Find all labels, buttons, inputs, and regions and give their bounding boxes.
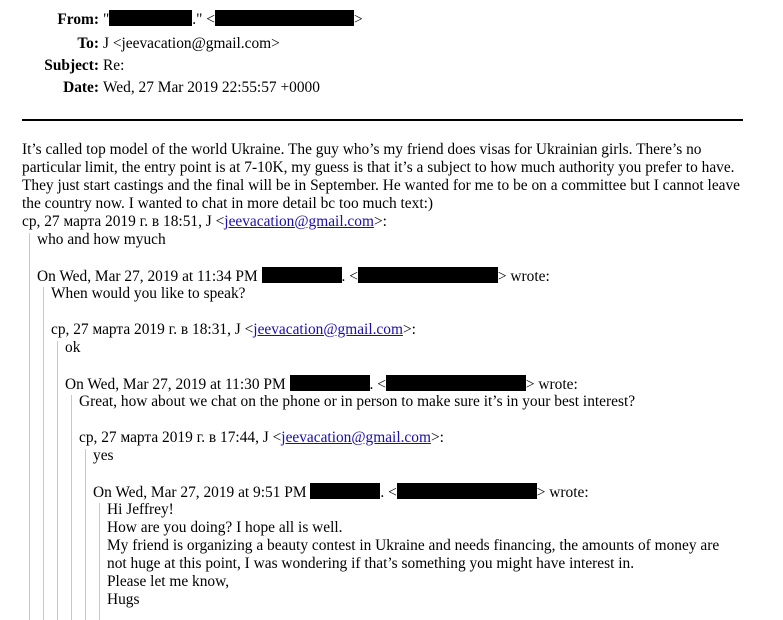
redacted-sender-email bbox=[215, 10, 354, 26]
quote-bar-4 bbox=[71, 395, 72, 620]
quote-5-attrib-suffix: >: bbox=[430, 429, 444, 446]
from-quote-close: ." < bbox=[192, 11, 215, 28]
to-value: J <jeevacation@gmail.com> bbox=[103, 35, 280, 52]
quote-4-attrib-suffix: > wrote: bbox=[525, 376, 578, 393]
quote-3-attrib-suffix: >: bbox=[402, 321, 416, 338]
date-label: Date: bbox=[63, 79, 99, 96]
quote-3-attribution bbox=[51, 321, 416, 339]
quote-5-attrib-prefix: ср, 27 марта 2019 г. в 17:44, J < bbox=[79, 429, 282, 446]
quote-3-text: ok bbox=[65, 339, 81, 356]
quote-6-line: Please let me know, bbox=[107, 573, 230, 590]
subject-label: Subject: bbox=[44, 57, 99, 74]
quote-2-text: When would you like to speak? bbox=[51, 285, 246, 302]
quote-bar-2 bbox=[43, 287, 44, 620]
quote-6-line: Hugs bbox=[107, 591, 140, 608]
quote-6-attrib-mid: . < bbox=[380, 484, 397, 501]
quote-2-attrib-suffix: > wrote: bbox=[497, 268, 550, 285]
from-quote-open: " bbox=[103, 11, 110, 28]
quote-5-email-link[interactable]: jeevacation@gmail.com bbox=[281, 429, 431, 446]
redacted-name bbox=[262, 267, 342, 283]
quote-6-line: not huge at this point, I was wondering if that’s something you might have interest in. bbox=[107, 555, 635, 572]
quote-1-attrib-suffix: >: bbox=[373, 213, 387, 230]
from-label: From: bbox=[57, 11, 99, 28]
redacted-sender-name bbox=[109, 10, 192, 26]
quote-1-attrib-prefix: ср, 27 марта 2019 г. в 18:51, J < bbox=[22, 213, 225, 230]
redacted-name bbox=[290, 375, 370, 391]
quote-4-text: Great, how about we chat on the phone or in person to make sure it’s in your best interest? bbox=[79, 393, 636, 410]
quote-bar-1 bbox=[29, 233, 30, 620]
redacted-name bbox=[310, 483, 380, 499]
redacted-email bbox=[386, 375, 526, 391]
message-body: It’s called top model of the world Ukraine. The guy who’s my friend does visas for Ukrainian girls. There’s no particular limit, the entry point is at 7-10K, my guess is that it’s a subject to how much authority you prefer to have. They just start castings and the final will be in September. He wanted for me to be on a committee but I cannot leave the country now. I wanted to chat in more detail bc too much text:) bbox=[22, 141, 741, 212]
quote-2-attribution bbox=[37, 267, 550, 286]
quote-6-attrib-suffix: > wrote: bbox=[536, 484, 589, 501]
quote-2-attrib-prefix: On Wed, Mar 27, 2019 at 11:34 PM bbox=[37, 268, 258, 285]
quote-4-attrib-mid: . < bbox=[369, 376, 386, 393]
subject-value: Re: bbox=[103, 57, 125, 74]
header-divider bbox=[22, 119, 743, 121]
quote-4-attribution bbox=[65, 375, 578, 394]
to-label: To: bbox=[77, 35, 99, 52]
redacted-email bbox=[397, 483, 537, 499]
quote-4-attrib-prefix: On Wed, Mar 27, 2019 at 11:30 PM bbox=[65, 376, 286, 393]
quote-6-attrib-prefix: On Wed, Mar 27, 2019 at 9:51 PM bbox=[93, 484, 307, 501]
date-value: Wed, 27 Mar 2019 22:55:57 +0000 bbox=[103, 79, 320, 96]
quote-5-text: yes bbox=[93, 447, 114, 464]
quote-6-attribution bbox=[93, 483, 589, 502]
from-close: > bbox=[353, 11, 363, 28]
quote-bar-5 bbox=[85, 449, 86, 620]
quote-5-attribution bbox=[79, 429, 444, 447]
quote-bar-6 bbox=[99, 503, 100, 620]
quote-1-attribution bbox=[22, 213, 387, 231]
quote-6-line: Hi Jeffrey! bbox=[107, 501, 174, 518]
quote-2-attrib-mid: . < bbox=[341, 268, 358, 285]
quote-6-line: My friend is organizing a beauty contest in Ukraine and needs financing, the amounts of money are bbox=[107, 537, 720, 554]
redacted-email bbox=[358, 267, 498, 283]
quote-bar-3 bbox=[57, 341, 58, 620]
quote-3-attrib-prefix: ср, 27 марта 2019 г. в 18:31, J < bbox=[51, 321, 254, 338]
quote-3-email-link[interactable]: jeevacation@gmail.com bbox=[253, 321, 403, 338]
quote-6-line: How are you doing? I hope all is well. bbox=[107, 519, 343, 536]
quote-1-text: who and how myuch bbox=[37, 231, 166, 248]
quote-1-email-link[interactable]: jeevacation@gmail.com bbox=[224, 213, 374, 230]
